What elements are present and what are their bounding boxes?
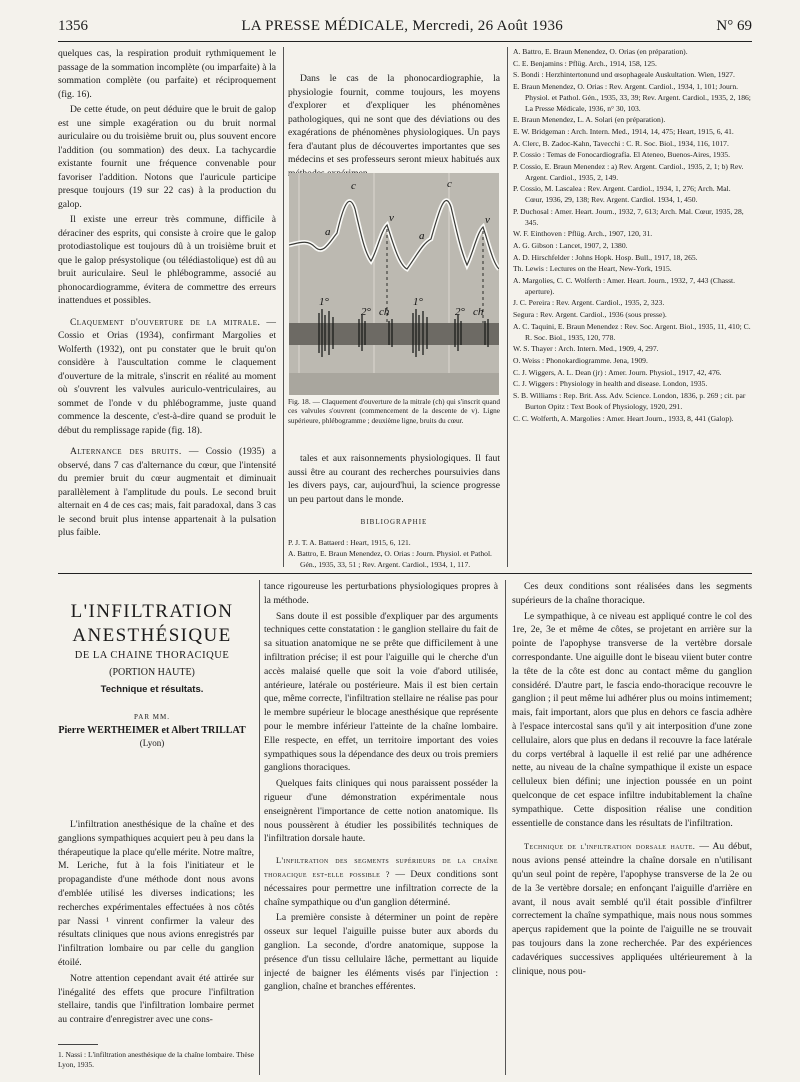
bibliography-entry: E. Braun Menendez, O. Orias : Rev. Argent. Cardiol., 1934, 1, 101; Journ. Physiol. et Pathol. Gén., 1935, 33, 39; Rev. Argent. Cardiol., 1935, 2, 186; La Presse Médicale, 1936, n° 30, 103. xyxy=(513,82,751,113)
label-ch: ch xyxy=(473,306,484,318)
label-first-sound: 1° xyxy=(413,296,423,308)
label-second-sound: 2° xyxy=(455,306,465,318)
paragraph: Dans le cas de la phonocardiographie, la physiologie fournit, comme toujours, les moyens d'explorer et d'expliquer les phénomènes pathologiques, qui ne sont que des déviations ou des exagérations de phénomènes physiologiques. Un pays fera d'autant plus de découvertes importantes que ses médecins et ses professeurs seront mieux habitués aux xyxy=(288,73,500,165)
column-rule xyxy=(507,47,508,567)
bibliography-entry: A. Margolies, C. C. Wolferth : Amer. Heart. Journ., 1932, 7, 443 (Chasst. aperture). xyxy=(513,276,736,296)
byline-prefix: PAR MM. xyxy=(134,713,170,721)
article-authors: Pierre WERTHEIMER et Albert TRILLAT xyxy=(58,725,246,736)
paragraph: Sans doute il est possible d'expliquer par des arguments techniques cette constatation : le ganglion stellaire du fait de sa situation anatomique ne se prête que difficilement à une infiltration précise; il est pour l'aiguille qui le cherche d'un accès malaisé quelle que soit la voie d'abord utilisée, antérieure, latérale ou postérieure. Mais il est bien certain que, même correcte, l'infiltration stellaire ne réalise pas pour le membre supérieur le blocage anesthésique que représente pour le membre inférieur l'atteinte de la chaîne lombaire. Elle respecte, en effet, un territoire important des voies sympathiques sous la dépendance des deux ou trois premiers ganglions thoraciques. xyxy=(264,610,498,774)
bibliography-entry: A. Battro, E. Braun Menendez, O. Orias (en préparation). xyxy=(513,47,688,56)
label-v: v xyxy=(485,214,490,226)
section-body: — Cossio (1935) a observé, dans 7 cas d'alternance du cœur, que l'intensité du premier bruit du cœur augmentait et diminuait parallèlement à l'amplitude du pouls. Le second bruit alternait en 4 de ces cas; mais, fait paradoxal, dans 3 cas le second bruit plus intense appartenait à la pulsation plus faible. xyxy=(58,446,276,538)
paragraph: De cette étude, on peut déduire que le bruit de galop est une simple exagération ou du bruit normal auriculaire ou du troisième bruit ou, plus souvent encore l'addition (ou sommation) des deux. La tachycardie existante fournit une fréquence convenable pour favoriser l'addition. Notons que l'auricule participe presque toujours (19 sur 22 cas) à la production du galop. xyxy=(58,104,276,210)
label-first-sound: 1° xyxy=(319,296,329,308)
column-rule xyxy=(259,580,260,1075)
section-infiltration xyxy=(264,854,498,909)
section-body: — Deux conditions sont nécessaires pour permettre une infiltration correcte de la chaîne sympathique ou d'un ganglion déterminé. xyxy=(264,868,498,908)
section-rule xyxy=(58,573,752,574)
section-heading: Alternance des bruits. xyxy=(70,446,182,457)
article-title-line: L'INFILTRATION xyxy=(70,601,234,622)
paragraph: L'infiltration anesthésique de la chaîne et des ganglions sympathiques acquiert peu à peu dans la thérapeutique la place qu'elle mérite. Notre maître, M. Leriche, fut à la fois l'initiateur et le propagandiste d'une méthode dont nous avons d'emblée utilisé les diverses indications; les recherches expérimentales effectuées à nos côtés par Nassi ¹ vinrent confirmer la valeur des résultats cliniques que nous avions enregistrés par l'infiltration lombaire ou par celle du ganglion étoilé. xyxy=(58,819,254,968)
article-column-3 xyxy=(512,580,752,980)
top-column-2-end xyxy=(288,452,500,572)
top-column-3-bibliography xyxy=(513,47,751,425)
article-column-1 xyxy=(58,818,254,1029)
article-title-block xyxy=(58,600,246,748)
section-heading: Claquement d'ouverture de la mitrale. xyxy=(70,316,261,328)
bibliography-list xyxy=(288,538,500,571)
bibliography-entry: J. C. Pereira : Rev. Argent. Cardiol., 1935, 2, 323. xyxy=(513,298,665,308)
section-heading: L'infiltration des segments supérieurs de la chaîne thoracique est-elle possible ? xyxy=(264,856,498,879)
bibliography-entry: P. Duchosal : Amer. Heart. Journ., 1932, 7, 613; Arch. Mal. Cœur, 1935, 28, 345. xyxy=(513,206,744,227)
bibliography-heading: BIBLIOGRAPHIE xyxy=(360,518,428,526)
paragraph: Il existe une erreur très commune, difficile à déraciner des esprits, qui consiste à croire que le galop protodiastolique est toujours dû à un troisième bruit et que le galop présystolique (ou télédiastolique) est dû au bruit auriculaire. Seul le phlébogramme, associé au phonocardiogramme, évitera de commettre des erreurs inattendues et possibles. xyxy=(58,214,276,306)
bibliography-entry: C. E. Benjamins : Pflüg. Arch., 1914, 158, 125. xyxy=(513,58,657,68)
article-title-line: DE LA CHAINE THORACIQUE xyxy=(74,650,230,661)
bibliography-entry: P. Cossio : Temas de Fonocardiografía. El Ateneo, Buenos-Aires, 1935. xyxy=(513,150,730,160)
label-a: a xyxy=(325,226,331,238)
section-alternance xyxy=(58,445,276,540)
section-heading: Technique de l'infiltration dorsale haute. xyxy=(524,842,696,852)
paragraph: Notre attention cependant avait été attirée sur l'inégalité des effets que procure l'infiltration stellaire, tandis que l'infiltration lombaire permet au contraire d'enregistrer avec une cons- xyxy=(58,972,254,1026)
section-body: — Cossio et Orias (1934), confirmant Margolies et Wolferth (1932), ont pu constater que le bruit qu'on considère à l'auscultation comme le claquement d'ouverture de la mitrale, s'inscrit en réalité au moment où s'ouvrent les valvules auriculo-ventriculaires, au sommet de l'onde v du phlébogramme, juste quand commence la descente, c'est-à-dire quand se produit le début du remplissage rapide (fig. 18). xyxy=(58,316,276,436)
bibliography-entry: P. J. T. A. Battaerd : Heart, 1915, 6, 121. xyxy=(288,537,411,547)
bibliography-entry: S. Bondi : Herzhintertonund und œsophageale Auskultation. Wien, 1927. xyxy=(513,70,735,80)
figure-caption: Fig. 18. — Claquement d'ouverture de la mitrale (ch) qui s'inscrit quand ces valvules s'ouvrent (commencement de la descente de v). Ligne supérieure, phlébogramme ; deuxième ligne, bruits du cœur. xyxy=(288,397,500,425)
journal-title: LA PRESSE MÉDICALE, Mercredi, 26 Août 1936 xyxy=(241,18,564,34)
article-title-line: (PORTION HAUTE) xyxy=(109,667,195,678)
bibliography-entry: E. Braun Menendez, L. A. Solari (en préparation). xyxy=(513,115,666,125)
bibliography-entry: S. B. Williams : Rep. Brit. Ass. Adv. Science. London, 1836, p. 269 ; cit. par Burton Opitz : Text Book of Physiology, 1920, 291. xyxy=(513,391,746,411)
label-c: c xyxy=(351,180,356,192)
bibliography-entry: P. Cossio, M. Lascalea : Rev. Argent. Cardiol., 1934, 1, 276; Arch. Mal. Cœur, 1936, 29, 138; Rev. Argent. Cardiol. 1934, 1, 450. xyxy=(513,184,731,205)
article-subtitle: Technique et résultats. xyxy=(100,684,204,695)
bibliography-entry: C. C. Wolferth, A. Margolies : Amer. Heart Journ., 1933, 8, 441 (Galop). xyxy=(513,413,734,423)
paragraph: Ces deux conditions sont réalisées dans les segments supérieurs de la chaîne thoracique. xyxy=(512,581,752,606)
paragraph: La première consiste à déterminer un point de repère osseux sur lequel l'aiguille puisse buter aux abords du ganglion. La seconde, d'ordre anatomique, suppose la présence d'un tissu cellulaire lâche, permettant au liquide injecté de baigner les éléments visés par l'injection : ganglion, chaîne et branches efférentes. xyxy=(264,912,498,993)
bibliography-entry: A. D. Hirschfelder : Johns Hopk. Hosp. Bull., 1917, 18, 265. xyxy=(513,252,698,262)
bibliography-entry: W. F. Einthoven : Pflüg. Arch., 1907, 120, 31. xyxy=(513,229,653,239)
paragraph: tance rigoureuse les perturbations physiologiques propres à la méthode. xyxy=(264,581,498,606)
article-title-line: ANESTHÉSIQUE xyxy=(72,625,232,646)
page-header xyxy=(58,18,752,38)
top-column-2-intro xyxy=(288,72,500,182)
section-mitrale xyxy=(58,316,276,438)
paragraph: Quelques faits cliniques qui nous paraissent posséder la rigueur d'une démonstration expérimentale nous enseignèrent l'importance de cette notion anatomique. Ils nous poussèrent à étudier les possibilités techniques de l'infiltration dorsale haute. xyxy=(264,778,498,845)
top-column-1 xyxy=(58,47,276,542)
footnote-rule xyxy=(58,1044,98,1045)
section-body: — Au début, nous avions pensé atteindre la chaîne dorsale en n'utilisant qu'un seul point de repère, l'apophyse transverse de la 2e ou de la 3e vertèbre dorsale; en enfonçant l'aiguille d'arrière en avant, il nous avait semblé qu'il était possible d'infiltrer correctement la chaîne sympathique, mais nous nous sommes aperçus rapidement que la pointe de l'aiguille ne se trouvait pas toujours dans la zone recherchée. Par des expériences cadavériques successives appliquées ultérieurement à la clinique, nous pou- xyxy=(512,841,752,977)
column-rule xyxy=(283,47,284,567)
paragraph: Le sympathique, à ce niveau est appliqué contre le col des 1re, 2e, 3e et même 4e côtes, se projetant en arrière sur la pointe de l'apophyse transverse de la vertèbre dorsale correspondante. Une aiguille dont le biseau viient buter contre la tête de la côte est donc au contact même du ganglion considéré. D'autre part, le fascia endo-thoracique recouvre le ganglion ; il peut même lui adhérer plus ou moins intimement; mais, fait important, alors que plus en dehors ce fascia adhère à l'espace intercostal sans qu'il y ait interposition d'une zone cellulaire, alors que plus en dedans il recouvre la face latérale du corps vertébral à laquelle il est relié par une adhérence nette, au niveau de la chaîne sympathique il existe un espace celluleux bien défini; une injection poussée en un point quelconque de cet espace infiltre indubitablement la chaîne sympathique. Cette disposition réalise une condition essentielle de constance dans les résultats de l'infiltration. xyxy=(512,610,752,829)
column-rule xyxy=(505,580,506,1075)
phonocardiogram-figure xyxy=(289,173,499,395)
label-a: a xyxy=(419,230,425,242)
label-c: c xyxy=(447,178,452,190)
bibliography-entry: W. S. Thayer : Arch. Intern. Med., 1909, 4, 297. xyxy=(513,344,659,354)
label-ch: ch xyxy=(379,306,390,318)
label-v: v xyxy=(389,212,394,224)
section-technique xyxy=(512,840,752,978)
bibliography-entry: A. Battro, E. Braun Menendez, O. Orias : Journ. Physiol. et Pathol. Gén., 1935, 33, 51 ; Rev. Argent. Cardiol., 1934, 1, 117. xyxy=(288,549,492,569)
page-number: 1356 xyxy=(58,18,88,34)
bibliography-entry: E. W. Bridgeman : Arch. Intern. Med., 1914, 14, 475; Heart, 1915, 6, 41. xyxy=(513,126,734,136)
bibliography-entry: C. J. Wiggers : Physiology in health and disease. London, 1935. xyxy=(513,379,708,389)
bibliography-entry: Th. Lewis : Lectures on the Heart, New-York, 1915. xyxy=(513,264,672,274)
header-rule xyxy=(58,41,752,42)
article-city: (Lyon) xyxy=(139,738,165,748)
article-column-2 xyxy=(264,580,498,996)
bibliography-entry: O. Weiss : Phonokardiogramme. Jena, 1909. xyxy=(513,355,648,365)
issue-number: N° 69 xyxy=(716,18,752,34)
bibliography-entry: A. C. Taquini, E. Braun Menendez : Rev. Soc. Argent. Biol., 1935, 11, 410; C. R. Soc. Biol., 1935, 120, 778. xyxy=(513,321,751,342)
bibliography-entry: A. G. Gibson : Lancet, 1907, 2, 1380. xyxy=(513,240,628,250)
paragraph: tales et aux raisonnements physiologiques. Il faut aussi être au courant des recherches poursuivies dans les divers pays, car, aujourd'hui, la science progresse un peu partout dans le monde. xyxy=(288,453,500,505)
bibliography-entry: Segura : Rev. Argent. Cardiol., 1936 (sous presse). xyxy=(513,310,667,320)
bibliography-entry: P. Cossio, E. Braun Menendez : a) Rev. Argent. Cardiol., 1935, 2, 1; b) Rev. Argent. Cardiol., 1935, 2, 149. xyxy=(513,162,744,182)
paragraph: quelques cas, la respiration produit rythmiquement le passage de la sommation incomplète (ou imparfaite) à la sommation complète (ou parfaite) et réciproquement (fig. 16). xyxy=(58,48,276,100)
bibliography-entry: A. Clerc, B. Zadoc-Kahn, Tavecchi : C. R. Soc. Biol., 1934, 116, 1017. xyxy=(513,138,729,148)
label-second-sound: 2° xyxy=(361,306,371,318)
bibliography-entry: C. J. Wiggers, A. L. Dean (jr) : Amer. Journ. Physiol., 1917, 42, 476. xyxy=(513,367,722,377)
figure-trace xyxy=(289,173,499,395)
footnote: 1. Nassi : L'infiltration anesthésique de la chaîne lombaire. Thèse Lyon, 1935. xyxy=(58,1050,254,1069)
